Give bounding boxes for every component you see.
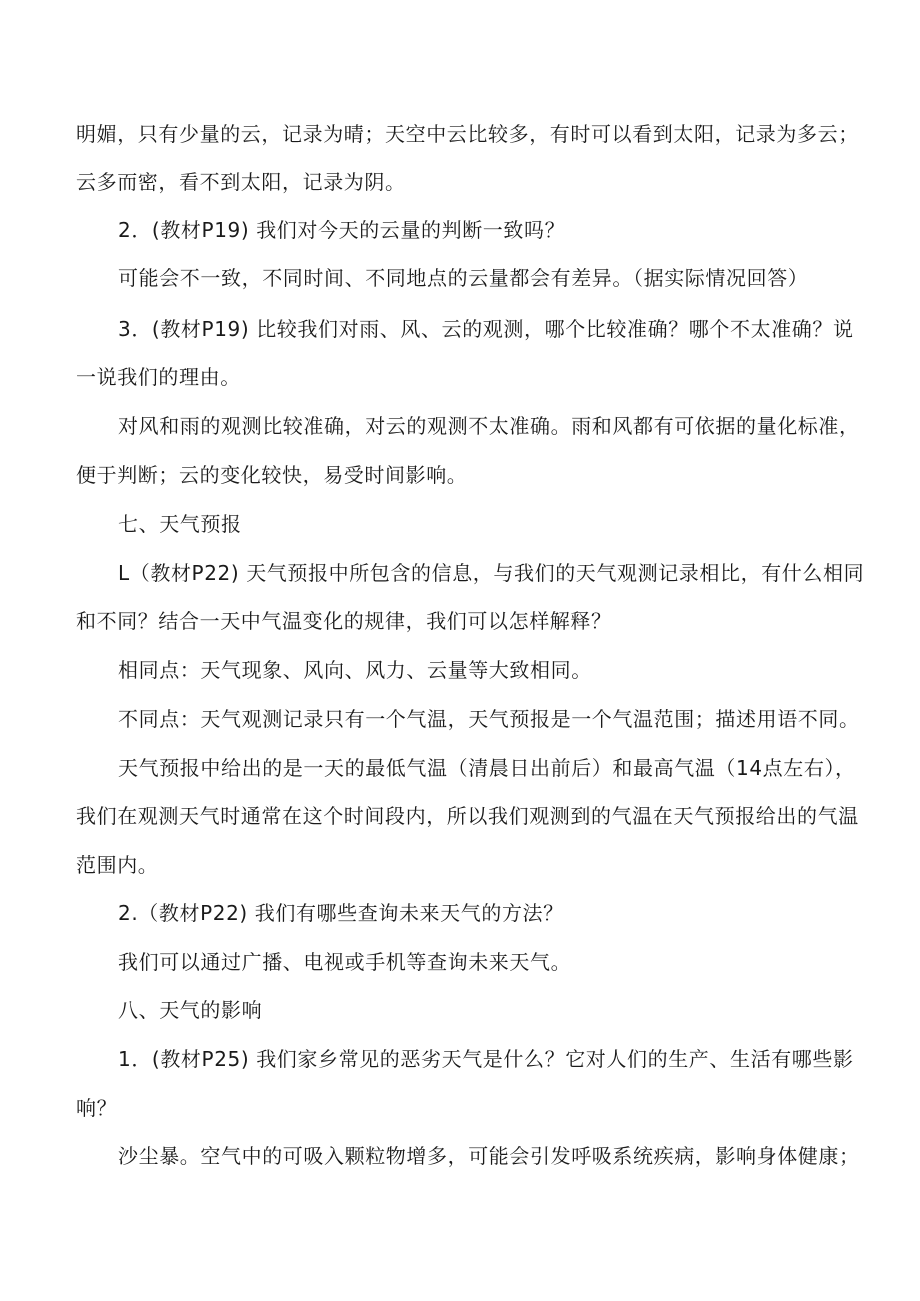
question-line: L（教材P22) 天气预报中所包含的信息，与我们的天气观测记录相比，有什么相同 [118, 561, 865, 585]
answer-line: 天气预报中给出的是一天的最低气温（清晨日出前后）和最高气温（14点左右）， [118, 756, 856, 780]
answer-line: 对风和雨的观测比较准确，对云的观测不太准确。雨和风都有可依据的量化标准， [118, 414, 860, 438]
section-heading: 八、天气的影响 [118, 998, 263, 1022]
question-line: 2.（教材P22) 我们有哪些查询未来天气的方法？ [118, 901, 564, 925]
answer-line: 范围内。 [76, 853, 159, 877]
answer-line: 沙尘暴。空气中的可吸入颗粒物增多，可能会引发呼吸系统疾病，影响身体健康； [118, 1144, 860, 1168]
paragraph-line: 云多而密，看不到太阳，记录为阴。 [76, 170, 406, 194]
question-line: 1．(教材P25) 我们家乡常见的恶劣天气是什么？它对人们的生产、生活有哪些影 [118, 1047, 854, 1071]
section-heading: 七、天气预报 [118, 512, 242, 536]
question-line: 响？ [76, 1096, 118, 1120]
answer-line: 可能会不一致，不同时间、不同地点的云量都会有差异。（据实际情况回答） [118, 266, 809, 290]
answer-line: 我们在观测天气时通常在这个时间段内，所以我们观测到的气温在天气预报给出的气温 [76, 804, 859, 828]
answer-line: 相同点：天气现象、风向、风力、云量等大致相同。 [118, 658, 592, 682]
answer-line: 我们可以通过广播、电视或手机等查询未来天气。 [118, 950, 572, 974]
question-line: 3．(教材P19) 比较我们对雨、风、云的观测，哪个比较准确？哪个不太准确？说 [118, 317, 854, 341]
question-line: 和不同？结合一天中气温变化的规律，我们可以怎样解释？ [76, 609, 612, 633]
paragraph-line: 明媚，只有少量的云，记录为晴；天空中云比较多，有时可以看到太阳，记录为多云； [76, 122, 859, 146]
answer-line: 便于判断；云的变化较快，易受时间影响。 [76, 463, 468, 487]
answer-line: 不同点：天气观测记录只有一个气温，天气预报是一个气温范围；描述用语不同。 [118, 707, 860, 731]
question-line: 一说我们的理由。 [76, 365, 241, 389]
question-line: 2．(教材P19) 我们对今天的云量的判断一致吗？ [118, 218, 566, 242]
